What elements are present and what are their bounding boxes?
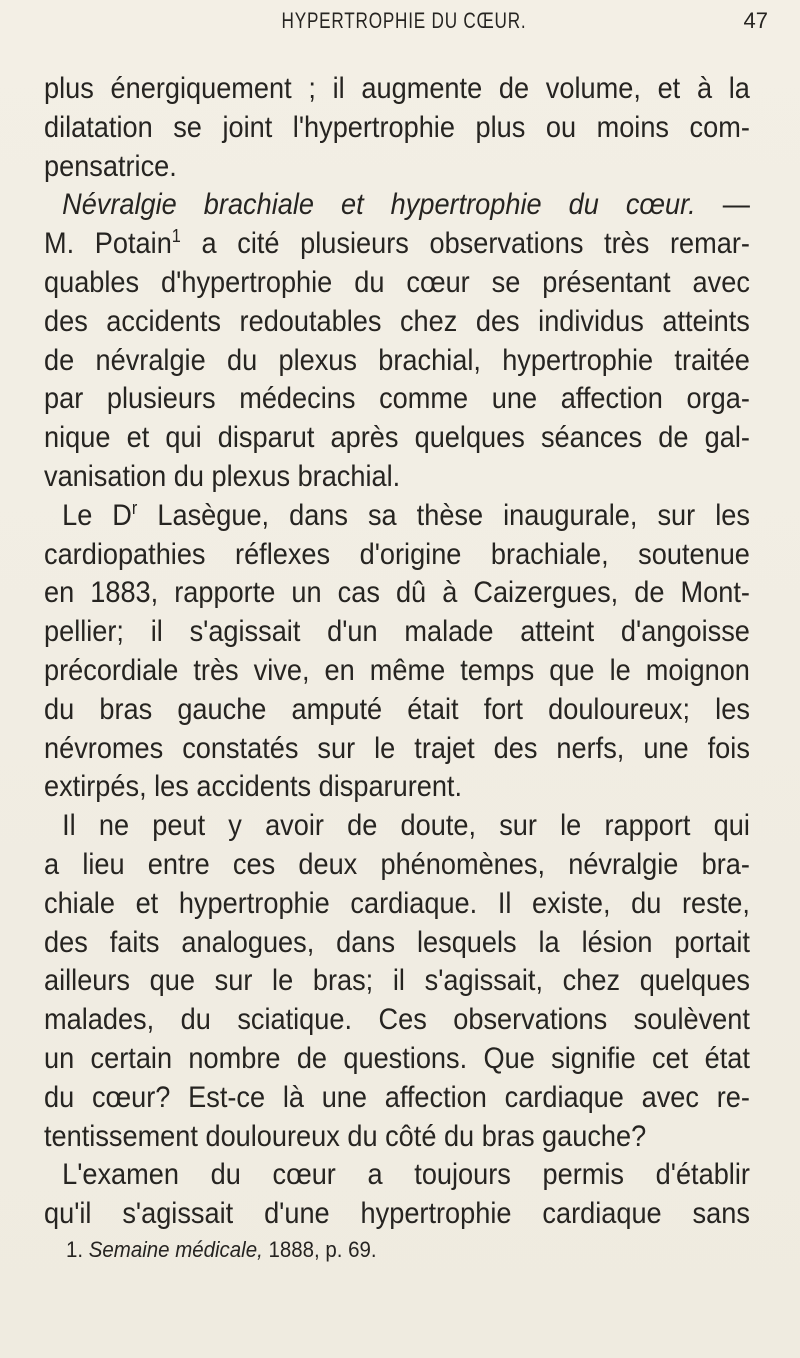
page-number: 47	[743, 8, 768, 33]
text-line: vanisation du plexus brachial.	[44, 459, 401, 493]
body-text	[44, 70, 750, 1234]
running-head	[40, 8, 768, 36]
text-line: L'examen du cœur a toujours permis d'établir	[62, 1158, 750, 1192]
text-line: en 1883, rapporte un cas dû à Caizergues, de Mont-	[44, 576, 750, 610]
title-sup: r	[131, 497, 138, 518]
text-line: extirpés, les accidents disparurent.	[44, 770, 463, 804]
text-line: précordiale très vive, en même temps que le moignon	[44, 653, 750, 687]
text-line: pellier; il s'agissait d'un malade atteint d'angoisse	[44, 615, 750, 649]
text-line: du cœur? Est-ce là une affection cardiaque avec re-	[44, 1080, 750, 1114]
footnote-source: Semaine médicale,	[88, 1237, 263, 1262]
text-line: dilatation se joint l'hypertrophie plus ou moins com-	[44, 110, 750, 144]
text-line: chiale et hypertrophie cardiaque. Il existe, du reste,	[44, 886, 750, 920]
text-line: ailleurs que sur le bras; il s'agissait, chez quelques	[44, 964, 750, 998]
footnote	[66, 1237, 377, 1263]
section-heading: Névralgie brachiale et hypertrophie du cœur.	[62, 188, 696, 222]
text-line: pensatrice.	[44, 149, 177, 183]
text-line: un certain nombre de questions. Que signifie cet état	[44, 1041, 750, 1075]
text-line: du bras gauche amputé était fort douloureux; les	[44, 692, 750, 726]
section-heading-line	[44, 186, 750, 225]
text-line: tentissement douloureux du côté du bras gauche?	[44, 1119, 647, 1153]
text-line: névromes constatés sur le trajet des nerfs, une fois	[44, 731, 750, 765]
text-line: des faits analogues, dans lesquels la lésion portait	[44, 925, 750, 959]
running-title: HYPERTROPHIE DU CŒUR.	[281, 8, 527, 33]
text-line	[44, 497, 750, 536]
text-line: Il ne peut y avoir de doute, sur le rapport qui	[62, 809, 750, 843]
line-continuation: Lasègue, dans sa thèse inaugurale, sur les	[137, 498, 750, 532]
title-abbrev: Le D	[62, 498, 132, 532]
line-continuation: a cité plusieurs observations très remar-	[180, 227, 750, 261]
footnote-details: 1888, p. 69.	[262, 1237, 377, 1262]
text-line: a lieu entre ces deux phénomènes, névralgie bra-	[44, 847, 750, 881]
footnote-ref: 1	[171, 226, 181, 247]
text-line: plus énergiquement ; il augmente de volume, et à la	[44, 72, 750, 105]
text-line	[44, 225, 750, 264]
text-line: nique et qui disparut après quelques séances de gal-	[44, 421, 750, 455]
heading-dash: —	[695, 188, 750, 222]
text-line: qu'il s'agissait d'une hypertrophie cardiaque sans	[44, 1197, 750, 1231]
text-line: malades, du sciatique. Ces observations soulèvent	[44, 1003, 750, 1037]
author-name: M. Potain	[44, 227, 172, 261]
text-line: de névralgie du plexus brachial, hypertrophie traitée	[44, 343, 750, 377]
text-line: cardiopathies réflexes d'origine brachiale, soutenue	[44, 537, 750, 571]
text-line: par plusieurs médecins comme une affection orga-	[44, 382, 750, 416]
text-line: quables d'hypertrophie du cœur se présentant avec	[44, 265, 750, 299]
text-line: des accidents redoutables chez des individus atteints	[44, 304, 750, 338]
footnote-number: 1.	[66, 1237, 84, 1262]
